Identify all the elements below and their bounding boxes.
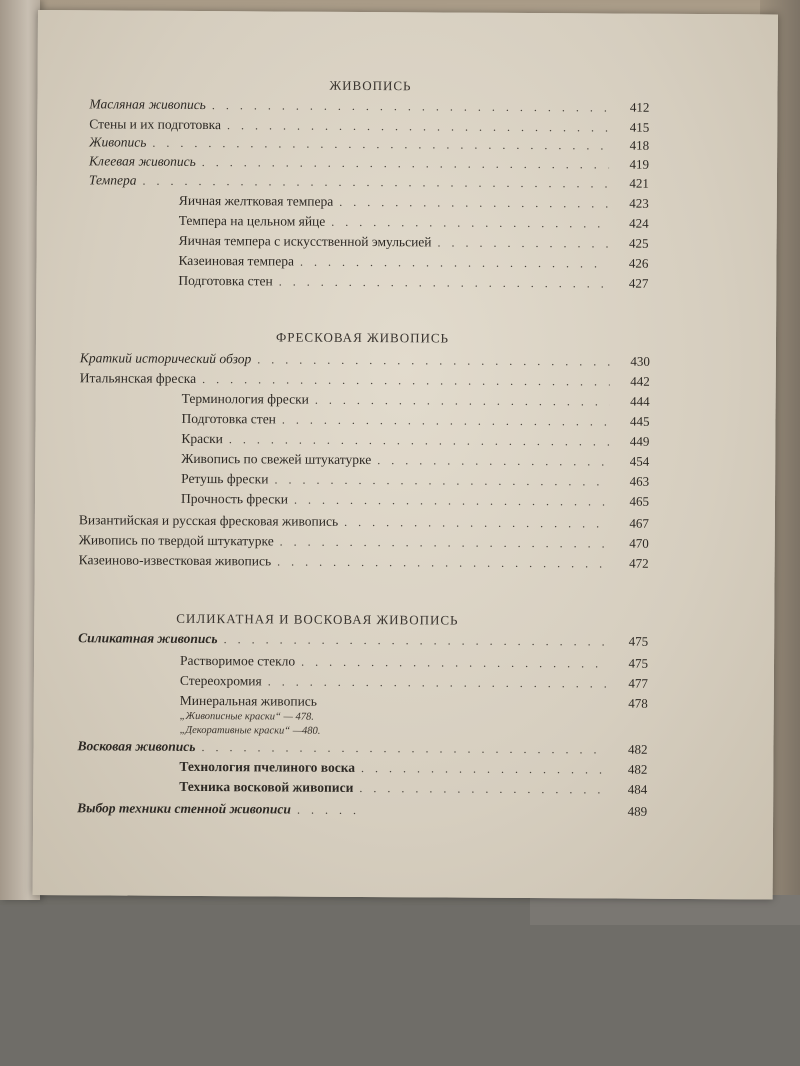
toc-entry-label: Технология пчелиного воска xyxy=(179,758,356,775)
toc-entry-page: 421 xyxy=(629,175,649,191)
toc-entry-label: Восковая живопись xyxy=(77,738,196,754)
toc-entry-page: 418 xyxy=(629,137,650,153)
toc-entry-page: 472 xyxy=(629,555,649,571)
toc-entry[interactable] xyxy=(89,172,649,195)
floor-patch xyxy=(530,895,800,925)
toc-entry[interactable] xyxy=(179,759,647,782)
leader-dots xyxy=(227,118,609,135)
leader-dots xyxy=(282,412,610,429)
section-title-silicate-wax: СИЛИКАТНАЯ И ВОСКОВАЯ ЖИВОПИСЬ xyxy=(176,610,459,628)
leader-dots xyxy=(331,215,608,232)
toc-entry[interactable] xyxy=(180,673,648,696)
toc-entry-label: Живопись по свежей штукатурке xyxy=(181,450,372,468)
toc-entry-label: Растворимое стекло xyxy=(179,652,296,669)
toc-entry-label: Терминология фрески xyxy=(181,390,309,407)
toc-entry-page: 475 xyxy=(628,633,649,649)
toc-entry-page: 419 xyxy=(629,156,650,172)
leader-dots xyxy=(268,674,608,691)
toc-entry-page: 482 xyxy=(627,761,648,777)
toc-entry-label: Казеиново-известковая живопись xyxy=(78,552,272,569)
toc-entry-label: Итальянская фреска xyxy=(79,370,197,386)
leader-dots xyxy=(438,235,609,251)
toc-entry-page: 449 xyxy=(629,433,650,449)
leader-dots xyxy=(361,761,607,778)
toc-entry[interactable] xyxy=(181,431,649,454)
leader-dots xyxy=(152,136,609,154)
toc-entry[interactable] xyxy=(181,411,649,434)
toc-entry-label: Живопись xyxy=(89,134,147,150)
toc-entry[interactable] xyxy=(180,653,648,676)
section-title-fresco: ФРЕСКОВАЯ ЖИВОПИСЬ xyxy=(275,329,450,346)
leader-dots xyxy=(202,372,610,389)
leader-dots xyxy=(297,803,357,818)
leader-dots xyxy=(301,655,608,672)
toc-entry[interactable] xyxy=(182,391,650,414)
toc-entry-label: Темпера на цельном яйце xyxy=(178,212,326,229)
toc-entry-label: Стены и их подготовка xyxy=(89,116,222,133)
toc-entry-label: Прочность фрески xyxy=(180,490,289,507)
floor-surface xyxy=(0,905,800,1066)
leader-dots xyxy=(224,632,609,649)
toc-entry-page: 478 xyxy=(628,695,648,711)
leader-dots xyxy=(142,174,609,192)
leader-dots xyxy=(300,255,609,272)
toc-entry-label: Ретушь фрески xyxy=(181,470,269,487)
toc-entry-page: 425 xyxy=(629,235,649,251)
leader-dots xyxy=(212,98,610,115)
leader-dots xyxy=(229,432,610,449)
toc-entry-label: Клеевая живопись xyxy=(89,153,196,169)
toc-entry-page: 477 xyxy=(628,675,648,691)
leader-dots xyxy=(359,781,607,798)
toc-entry-page: 470 xyxy=(629,535,649,551)
toc-entry-page: 442 xyxy=(630,373,650,389)
toc-entry-page: 445 xyxy=(629,413,650,429)
leader-dots xyxy=(280,534,609,551)
toc-entry-label: Стереохромия xyxy=(179,672,262,689)
leader-dots xyxy=(279,274,609,291)
toc-entry-label: Живопись по твердой штукатурке xyxy=(78,532,274,549)
toc-entry-label: Подготовка стен xyxy=(178,272,273,289)
toc-entry-page: 426 xyxy=(628,255,649,271)
toc-entry-page: 423 xyxy=(629,195,649,211)
toc-entry-page: 482 xyxy=(627,741,648,757)
toc-entry-label: Казеиновая темпера xyxy=(178,252,295,269)
toc-entry[interactable] xyxy=(179,779,647,802)
toc-entry-label: Яичная желтковая темпера xyxy=(178,192,334,209)
toc-entry-label: Подготовка стен xyxy=(181,410,276,427)
toc-entry-page: 454 xyxy=(629,453,650,469)
toc-entry-label: Масляная живопись xyxy=(89,96,206,113)
toc-entry-page: 415 xyxy=(629,119,650,135)
leader-dots xyxy=(277,554,609,571)
leader-dots xyxy=(294,493,609,510)
leader-dots xyxy=(202,155,609,172)
leader-dots xyxy=(315,393,610,410)
leader-dots xyxy=(201,740,607,757)
toc-note: „Декоративные краски“ —480. xyxy=(179,724,321,737)
toc-entry-label: Византийская и русская фресковая живопись xyxy=(78,512,339,529)
toc-note: „Живописные краски“ — 478. xyxy=(179,710,314,723)
toc-entry-label: Техника восковой живописи xyxy=(179,778,354,795)
toc-entry[interactable] xyxy=(181,491,649,514)
toc-entry-label: Минеральная живопись xyxy=(179,692,318,709)
toc-entry-label: Яичная темпера с искусственной эмульсией xyxy=(178,232,432,250)
toc-entry-page: 427 xyxy=(628,275,649,291)
toc-entry[interactable] xyxy=(79,552,649,575)
section-title-painting: ЖИВОПИСЬ xyxy=(329,77,412,94)
toc-entry-page: 463 xyxy=(629,473,650,489)
toc-entry[interactable] xyxy=(80,370,650,393)
toc-entry-page: 489 xyxy=(627,803,648,819)
toc-entry-page: 444 xyxy=(630,393,650,409)
toc-entry[interactable] xyxy=(78,630,648,653)
leader-dots xyxy=(339,195,609,212)
toc-entry[interactable] xyxy=(178,273,648,296)
toc-entry-page: 465 xyxy=(629,493,650,509)
toc-entry-page: 475 xyxy=(628,655,649,671)
toc-entry-page: 412 xyxy=(629,99,650,115)
toc-entry-label: Выбор техники стенной живописи xyxy=(77,800,292,817)
toc-entry-label: Силикатная живопись xyxy=(78,630,218,647)
leader-dots xyxy=(257,352,610,369)
leader-dots xyxy=(344,515,609,532)
toc-entry-page: 430 xyxy=(630,353,650,369)
toc-entry-page: 424 xyxy=(629,215,649,231)
toc-entry[interactable] xyxy=(77,800,647,823)
toc-entry[interactable] xyxy=(77,738,647,761)
toc-entry-page: 484 xyxy=(627,781,648,797)
leader-dots xyxy=(274,472,609,489)
toc-entry-label: Краски xyxy=(181,430,223,447)
toc-entry-page: 467 xyxy=(629,515,649,531)
toc-entry-label: Темпера xyxy=(88,172,137,188)
toc-entry-label: Краткий исторический обзор xyxy=(79,350,252,367)
leader-dots xyxy=(377,453,609,469)
book-page xyxy=(33,10,778,900)
